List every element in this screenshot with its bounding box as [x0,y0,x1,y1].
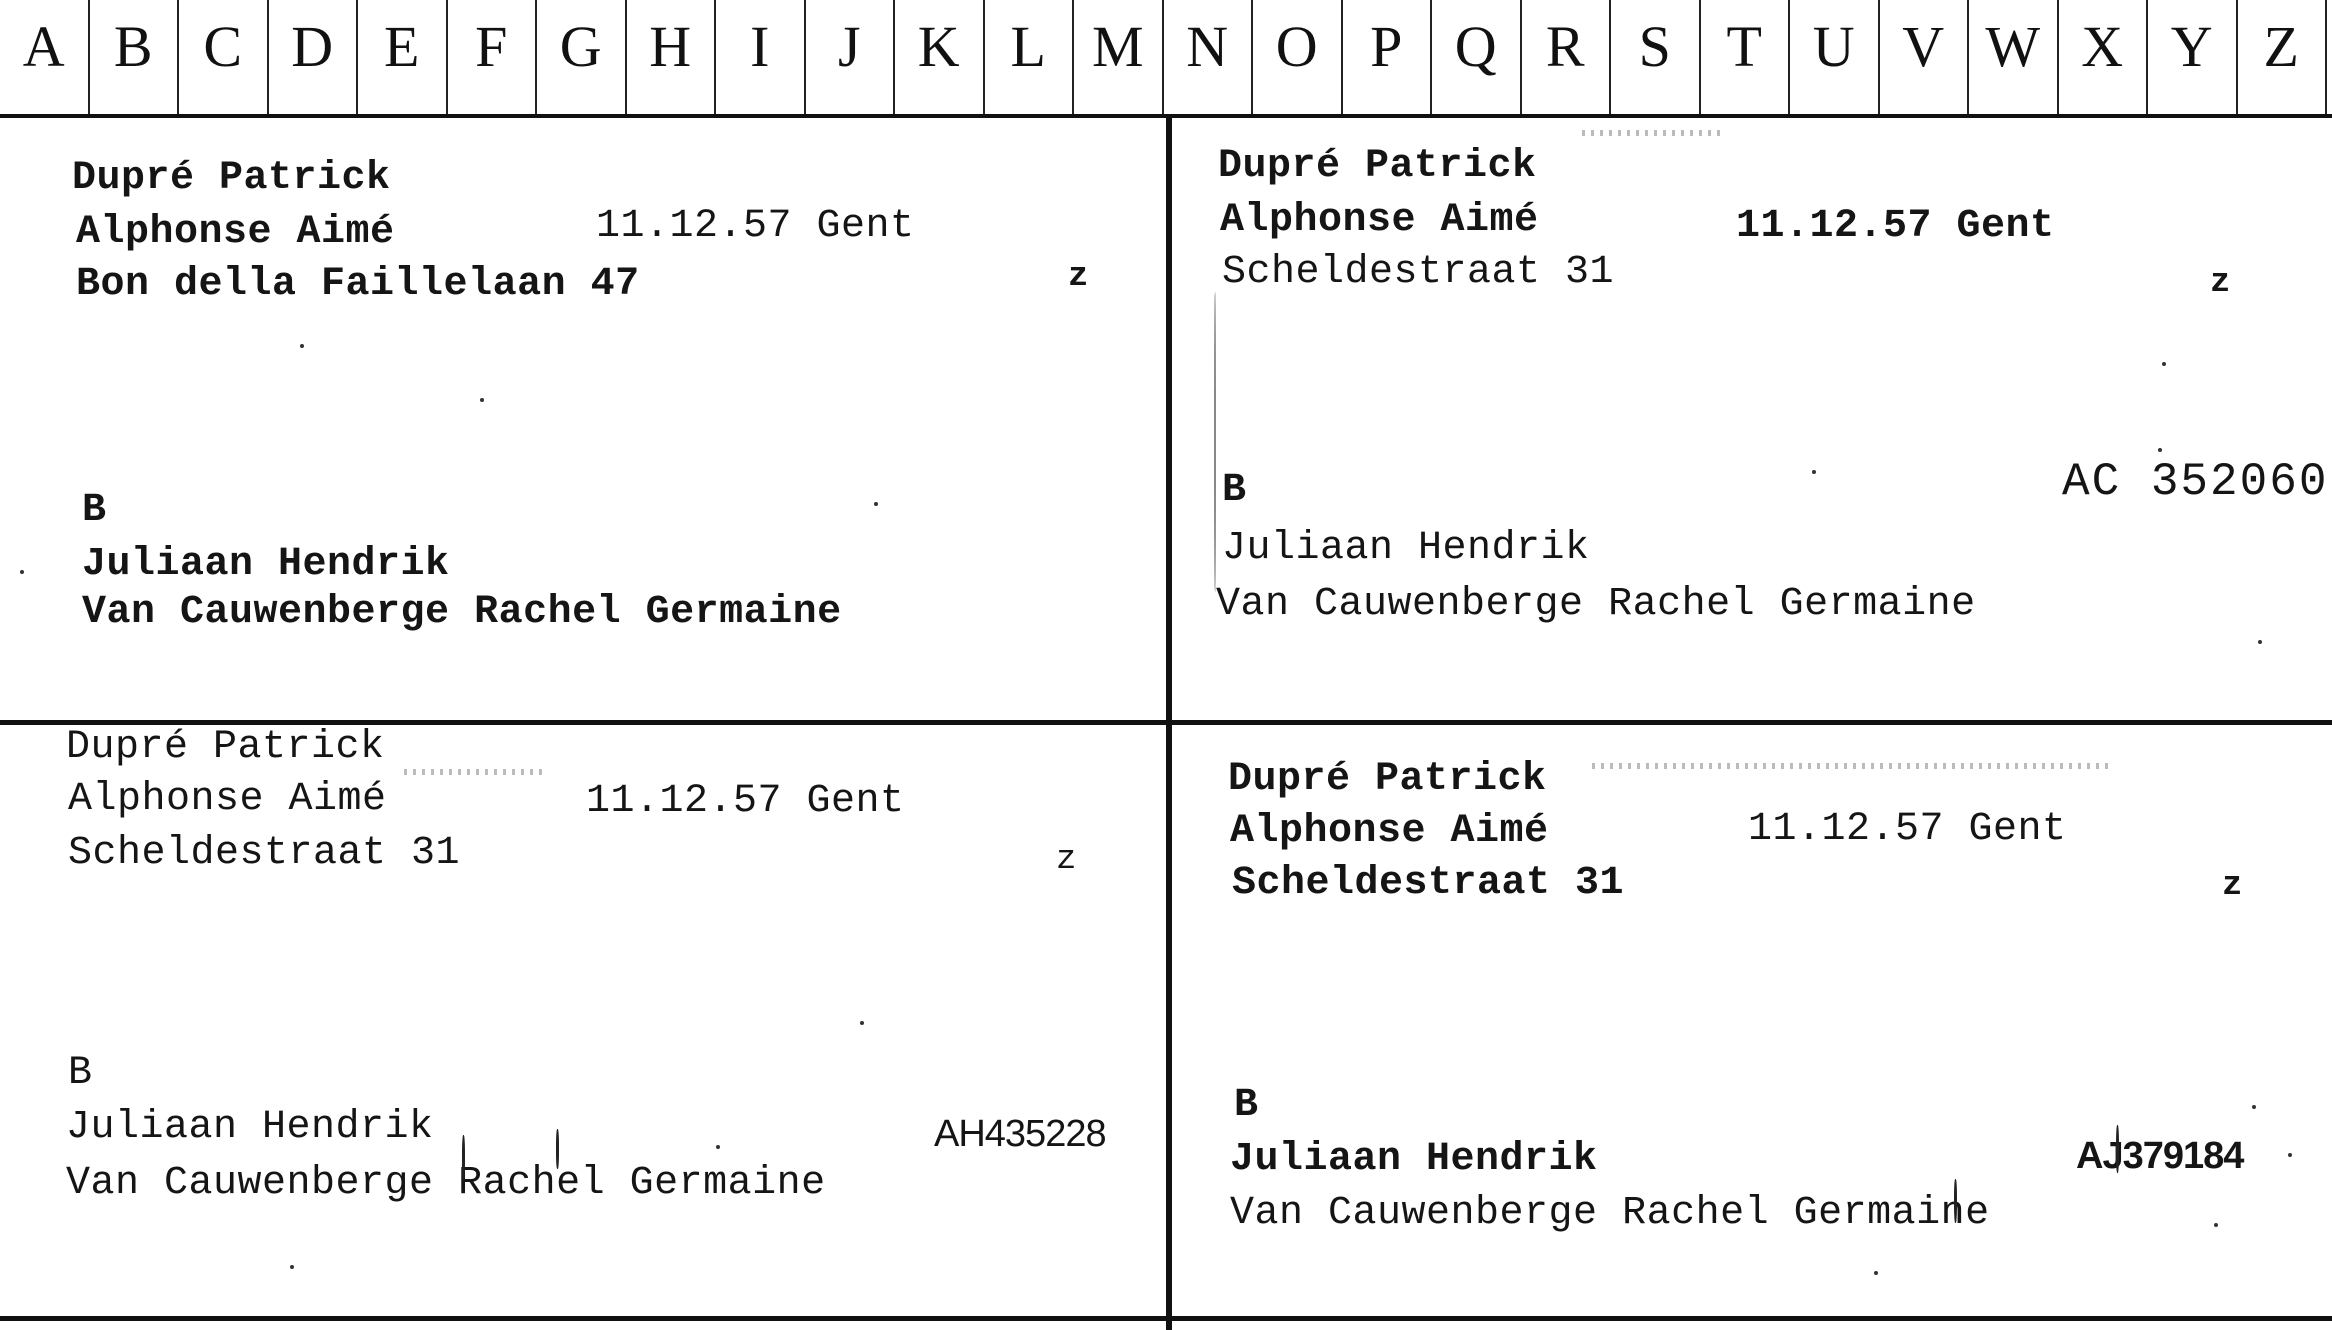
scan-edge-mark [1214,292,1216,592]
alpha-tab-d: D [269,0,359,114]
alpha-tab-f: F [448,0,538,114]
alpha-tab-x: X [2059,0,2149,114]
alpha-tab-l: L [985,0,1075,114]
alpha-tab-q: Q [1432,0,1522,114]
record-card-top-left [0,122,1166,720]
alpha-tab-b: B [90,0,180,114]
scan-noise [1592,763,2112,769]
card-surname-name: Dupré Patrick [1228,757,1547,802]
alpha-tab-r: R [1522,0,1612,114]
alpha-tab-s: S [1611,0,1701,114]
scan-speck [480,398,484,402]
scan-speck [20,570,24,574]
card-birth-date-place: 11.12.57 Gent [1748,807,2067,852]
alpha-tab-t: T [1701,0,1791,114]
card-birth-date-place: 11.12.57 Gent [586,779,905,824]
card-marker: z [1068,258,1089,296]
card-given-names: Alphonse Aimé [68,777,387,822]
card-document-number: AJ379184 [2076,1135,2244,1177]
card-address: Scheldestraat 31 [1222,250,1615,295]
card-given-names: Alphonse Aimé [1220,198,1539,243]
scan-speck [2252,1105,2256,1109]
card-surname-name: Dupré Patrick [72,156,391,201]
scan-speck [716,1145,720,1149]
alpha-tab-c: C [179,0,269,114]
card-mother: Van Cauwenberge Rachel Germaine [66,1161,826,1206]
alpha-tab-m: M [1074,0,1164,114]
alpha-tab-o: O [1253,0,1343,114]
card-address: Scheldestraat 31 [68,831,461,876]
card-father: Juliaan Hendrik [1230,1137,1598,1182]
card-document-number: AC 352060 [2062,456,2329,508]
scan-speck [300,344,304,348]
card-given-names: Alphonse Aimé [1230,809,1549,854]
card-bottom-border-left [0,1316,1166,1321]
card-category: B [1222,468,1247,513]
alpha-tab-p: P [1343,0,1433,114]
scan-speck [1812,470,1816,474]
alpha-tab-z: Z [2238,0,2328,114]
card-address: Bon della Faillelaan 47 [76,262,640,307]
alpha-tab-j: J [806,0,896,114]
alpha-tab-n: N [1164,0,1254,114]
alpha-tab-e: E [358,0,448,114]
card-category: B [82,488,107,533]
alpha-tab-w: W [1969,0,2059,114]
card-mother: Van Cauwenberge Rachel Germaine [1216,582,1976,627]
handwritten-stroke [1954,1179,1957,1223]
alpha-tab-g: G [537,0,627,114]
card-father: Juliaan Hendrik [66,1105,434,1150]
card-surname-name: Dupré Patrick [66,725,385,770]
alpha-tab-y: Y [2148,0,2238,114]
alpha-tab-v: V [1880,0,1970,114]
card-marker: z [2210,264,2231,302]
card-marker: z [1056,841,1077,879]
card-address: Scheldestraat 31 [1232,861,1625,906]
alphabet-index-strip [0,0,2332,118]
scan-speck [2288,1153,2292,1157]
scan-noise [404,769,544,775]
card-mother: Van Cauwenberge Rachel Germaine [1230,1191,1990,1236]
card-marker: z [2222,867,2243,905]
scan-speck [1874,1271,1878,1275]
alpha-tab-u: U [1790,0,1880,114]
scan-speck [860,1021,864,1025]
scan-noise [1582,130,1722,136]
card-document-number: AH435228 [934,1113,1106,1155]
alpha-tab-h: H [627,0,717,114]
alpha-tab-k: K [895,0,985,114]
card-category: B [1234,1083,1259,1128]
card-bottom-border-right [1172,1316,2332,1321]
card-father: Juliaan Hendrik [82,542,450,587]
card-birth-date-place: 11.12.57 Gent [596,204,915,249]
scan-speck [2158,448,2162,452]
card-father: Juliaan Hendrik [1222,526,1590,571]
scan-speck [2214,1223,2218,1227]
card-given-names: Alphonse Aimé [76,210,395,255]
handwritten-stroke [556,1129,559,1169]
card-mother: Van Cauwenberge Rachel Germaine [82,590,842,635]
scan-speck [874,502,878,506]
record-card-top-right [1172,122,2332,720]
record-card-bottom-right [1172,725,2332,1316]
alpha-tab-i: I [716,0,806,114]
scan-speck [2258,640,2262,644]
handwritten-stroke [462,1135,465,1181]
alpha-tab-a: A [0,0,90,114]
record-card-bottom-left [0,725,1166,1316]
card-birth-date-place: 11.12.57 Gent [1736,204,2055,249]
card-category: B [68,1051,93,1096]
scan-speck [290,1265,294,1269]
handwritten-stroke [2116,1125,2119,1173]
scan-speck [2162,362,2166,366]
card-surname-name: Dupré Patrick [1218,144,1537,189]
